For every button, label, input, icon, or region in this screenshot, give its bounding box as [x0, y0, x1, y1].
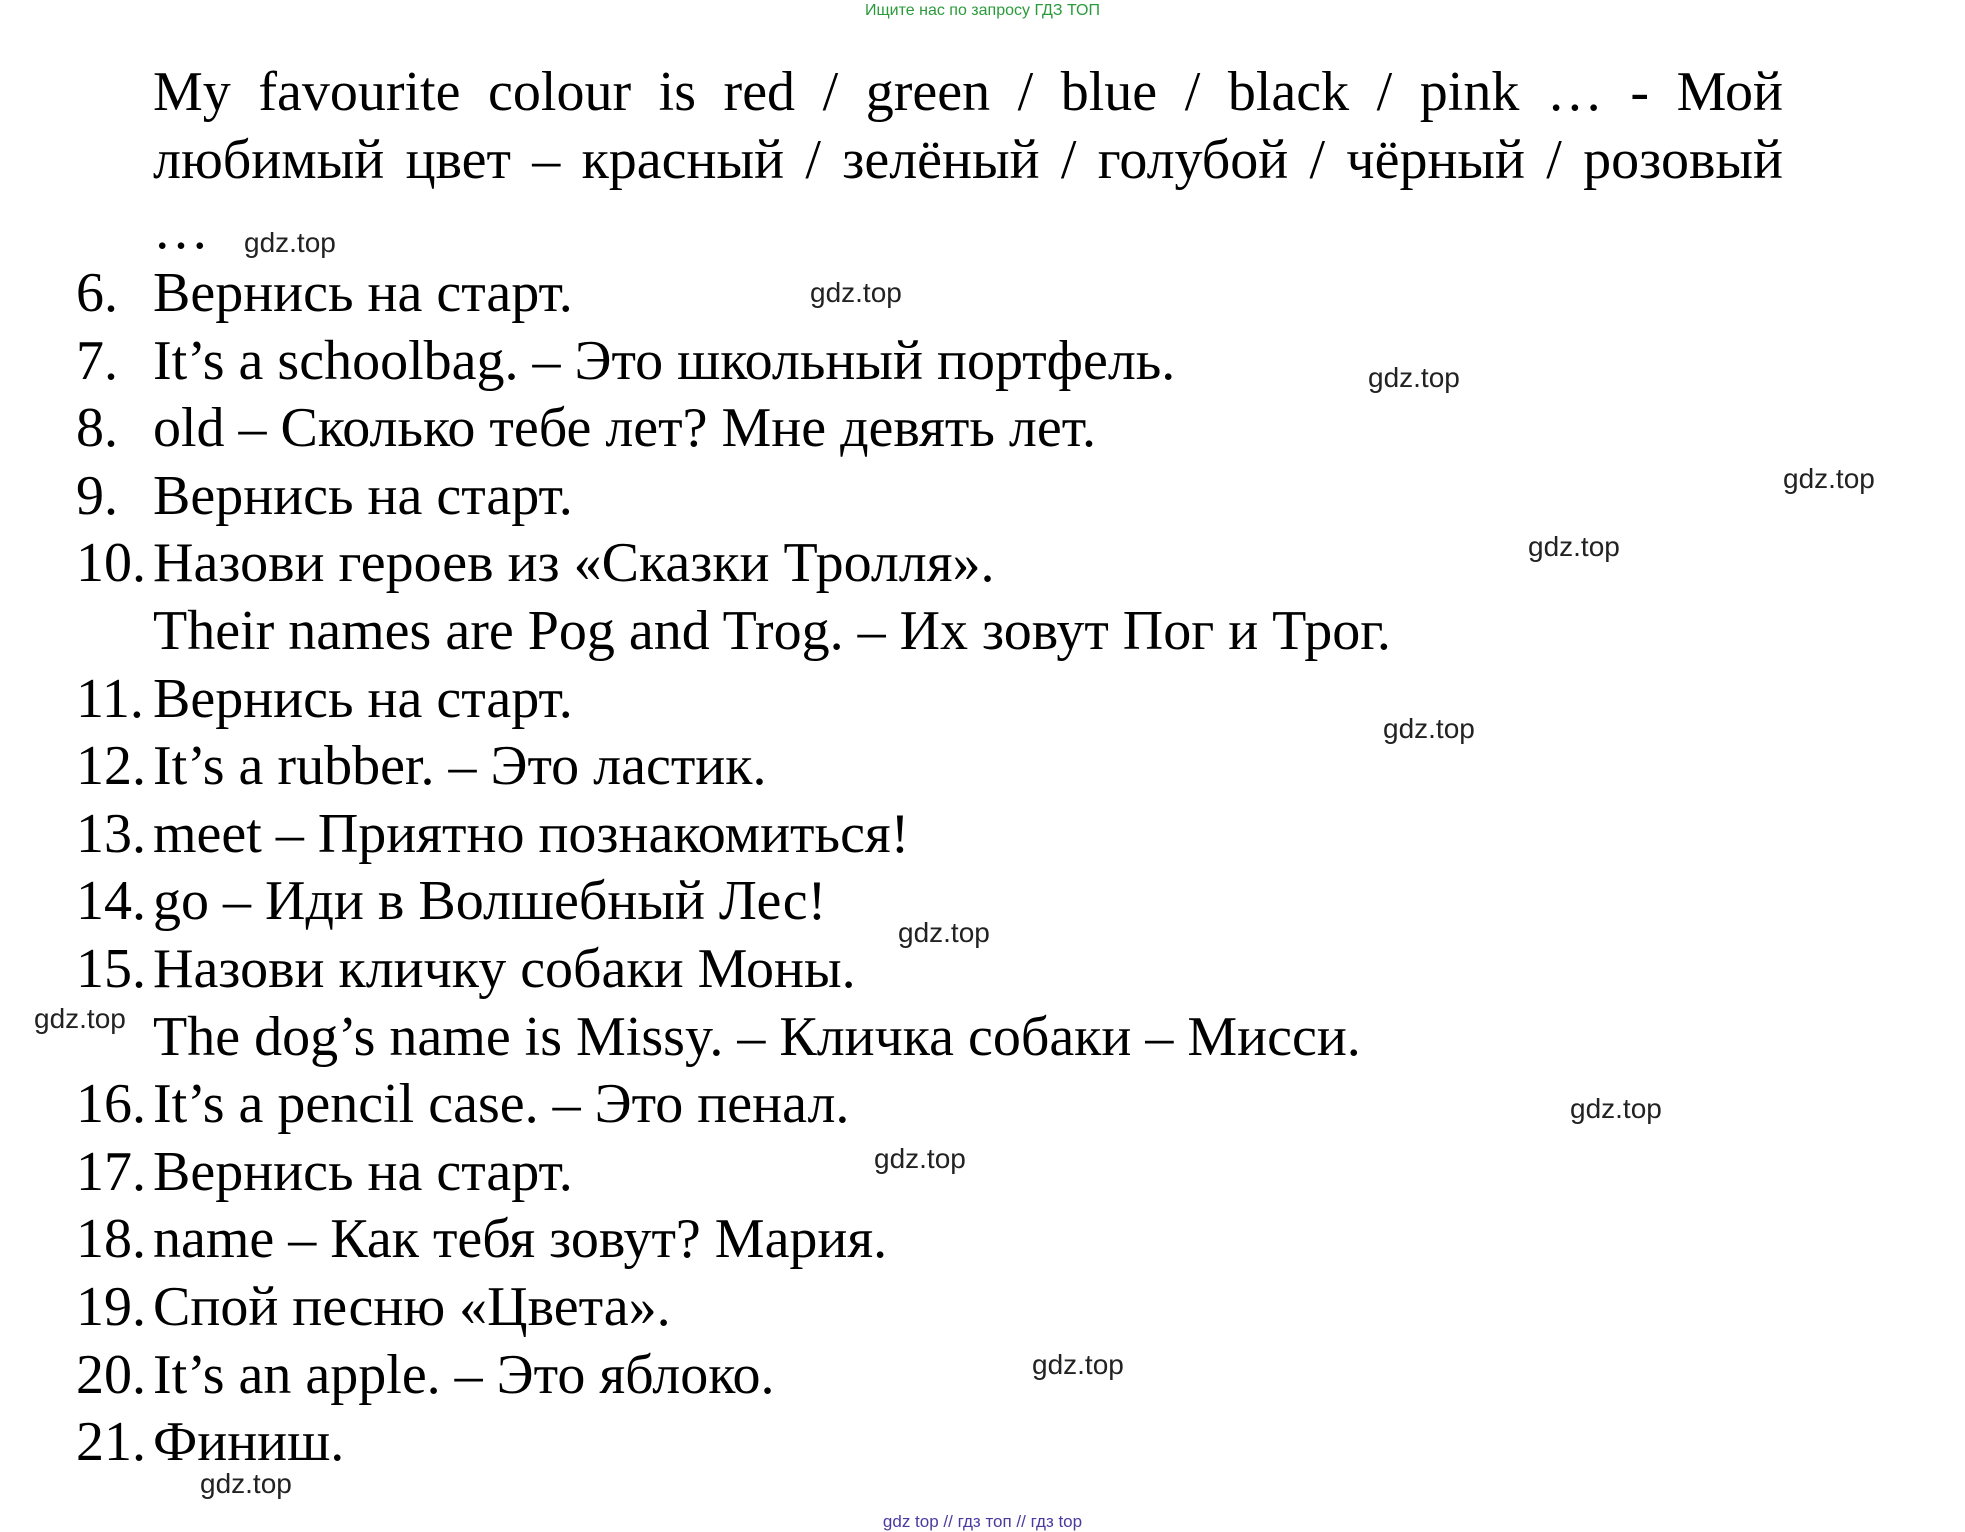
intro-line-2: любимый цвет – красный / зелёный / голубой / чёрный / розовый — [153, 129, 1783, 191]
watermark-text: gdz.top — [1368, 362, 1460, 393]
item-text: It’s a rubber. – Это ластик. — [153, 735, 767, 798]
item-text: name – Как тебя зовут? Мария. — [153, 1208, 888, 1271]
item-continuation-text: The dog’s name is Missy. – Кличка собаки – Мисси. — [153, 1005, 1361, 1068]
watermark-text: gdz.top — [1528, 531, 1620, 562]
item-number: 15. — [76, 937, 146, 1000]
item-text: Назови кличку собаки Моны. — [153, 937, 856, 1000]
item-number: 20. — [76, 1343, 146, 1406]
item-text: It’s an apple. – Это яблоко. — [153, 1343, 775, 1406]
item-number: 9. — [76, 464, 118, 527]
item-number: 17. — [76, 1140, 146, 1203]
item-number: 13. — [76, 802, 146, 865]
watermark-text: gdz.top — [1783, 463, 1875, 494]
item-number: 6. — [76, 262, 118, 324]
intro-line-1: My favourite colour is red / green / blue / black / pink … - Мой — [153, 61, 1783, 123]
item-text: Вернись на старт. — [153, 464, 573, 527]
item-number: 12. — [76, 735, 146, 798]
item-number: 19. — [76, 1275, 146, 1338]
watermark-text: gdz.top — [1383, 713, 1475, 744]
item-text: It’s a pencil case. – Это пенал. — [153, 1073, 850, 1136]
top-banner: Ищите нас по запросу ГДЗ ТОП — [865, 2, 1100, 19]
item-text: old – Сколько тебе лет? Мне девять лет. — [153, 397, 1096, 460]
item-text: Вернись на старт. — [153, 667, 573, 730]
item-number: 21. — [76, 1411, 146, 1474]
watermark-text: gdz.top — [898, 917, 990, 948]
item-text: go – Иди в Волшебный Лес! — [153, 870, 827, 933]
item-number: 8. — [76, 397, 118, 460]
item-number: 16. — [76, 1073, 146, 1136]
item-number: 18. — [76, 1208, 146, 1271]
item-text: meet – Приятно познакомиться! — [153, 802, 910, 865]
item-text: It’s a schoolbag. – Это школьный портфель. — [153, 329, 1176, 392]
intro-paragraph — [153, 58, 1783, 194]
watermark-text: gdz.top — [874, 1143, 966, 1174]
item-number: 11. — [76, 667, 144, 730]
watermark-text: gdz.top — [1570, 1093, 1662, 1124]
footer-text: gdz top // гдз топ // гдз top — [882, 1512, 1083, 1531]
item-text: Финиш. — [153, 1411, 345, 1474]
watermark-text: gdz.top — [1032, 1349, 1124, 1380]
item-text: Спой песню «Цвета». — [153, 1275, 671, 1338]
item-number: 10. — [76, 532, 146, 595]
watermark-text: gdz.top — [244, 227, 336, 258]
item-number: 14. — [76, 870, 146, 933]
item-text: Назови героев из «Сказки Тролля». — [153, 532, 995, 595]
item-text: Вернись на старт. — [153, 1140, 573, 1203]
watermark-text: gdz.top — [34, 1003, 126, 1034]
watermark-text: gdz.top — [200, 1468, 292, 1499]
item-number: 7. — [76, 329, 118, 392]
item-continuation-text: Their names are Pog and Trog. – Их зовут Пог и Трог. — [153, 599, 1391, 662]
intro-ellipsis: … — [153, 199, 209, 261]
item-text: Вернись на старт. — [153, 262, 573, 324]
watermark-text: gdz.top — [810, 277, 902, 308]
